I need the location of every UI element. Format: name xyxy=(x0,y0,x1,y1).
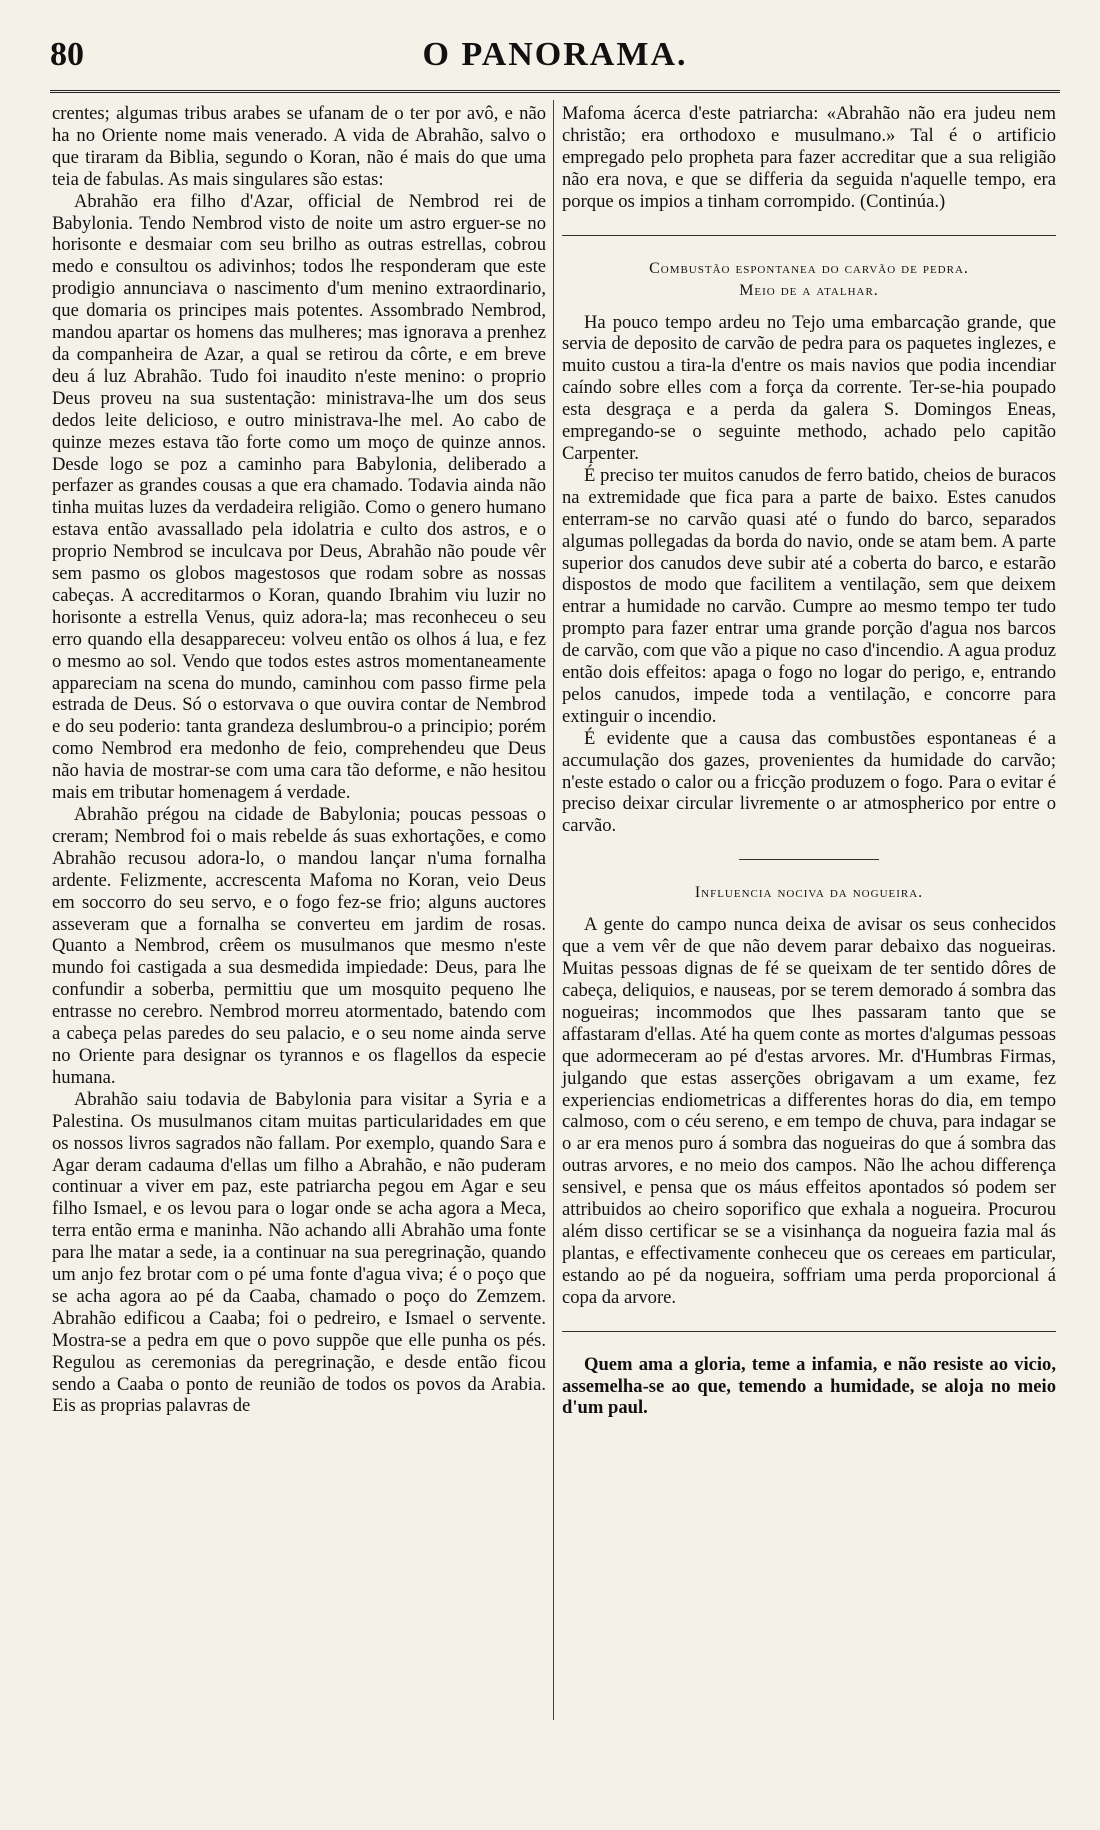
article-paragraph: Abrahão era filho d'Azar, official de Nembrod rei de Babylonia. Tendo Nembrod visto de noite um astro erguer-se no horisonte e desmaiar com seu brilho as outras estrellas, cobrou medo e consultou os adivinhos; todos lhe responderam que este prodigio annunciava o nascimento d'um menino extraordinario, que domaria os principes mais potentes. Assombrado Nembrod, mandou apartar os homens das mulheres; mas ignorava a prenhez da companheira de Azar, a qual se retirou da côrte, e em breve deu á luz Abrahão. Tudo foi inaudito n'este menino: o proprio Deus proveu na sua sustentação: ministrava-lhe um dos seus dedos leite delicioso, e outro ministrava-lhe mel. Ao cabo de quinze mezes estava tão forte como um moço de quinze annos. Desde logo se poz a caminho para Babylonia, deliberado a perfazer as grandes cousas a que era chamado. Todavia ainda não tinha muitas luzes da verdadeira religião. Como o genero humano estava então avassallado pela idolatria e culto dos astros, e o proprio Nembrod se inculcava por Deus, Abrahão não poude vêr sem pasmo os globos magestosos que rodam sobre as nossas cabeças. A accreditarmos o Koran, quando Ibrahim viu luzir no horisonte a estrella Venus, quiz adora-la; mas reconheceu o seu erro quando ella desappareceu: volveu então os olhos á lua, e fez o mesmo ao sol. Vendo que todos estes astros momentaneamente appareciam na scena do mundo, caminhou com passo firme pela estrada de Deus. Só o estorvava o que ouvira contar de Nembrod e do seu poderio: tanta grandeza deslumbrou-o a principio; porém como Nembrod era medonho de feio, comprehendeu que Deus não havia de mostrar-se com uma cara tão deforme, e não hesitou mais em tributar homenagem á verdade. xyxy=(52,190,546,804)
article-paragraph: Mafoma ácerca d'este patriarcha: «Abrahão não era judeu nem christão; era orthodoxo e musulmano.» Tal é o artificio empregado pelo propheta para fazer accreditar que a sua religião não era nova, e que se differia da seguida n'aquelle tempo, era porque os impios a tinham corrompido. (Continúa.) xyxy=(562,103,1056,212)
article-paragraph: A gente do campo nunca deixa de avisar os seus conhecidos que a vem vêr de que não devem parar debaixo das nogueiras. Muitas pessoas dignas de fé se queixam de ter sentido dôres de cabeça, deliquios, e nauseas, por se terem demorado á sombra das nogueiras; incommodos que lhes passaram tanto que se affastaram d'ellas. Até ha quem conte as mortes d'algumas pessoas que adormeceram ao pé d'estas arvores. Mr. d'Humbras Firmas, julgando que estas asserções obrigavam a um exame, fez experiencias endiometricas a differentes horas do dia, em tempo calmoso, com o céu sereno, e em tempo de chuva, para indagar se o ar era menos puro á sombra das nogueiras do que á sombra das outras arvores, e no meio dos campos. Não lhe achou differença sensivel, e pensa que os máus effeitos apontados só podem ser attribuidos ao cheiro soporifico que exhala a nogueira. Procurou além disso certificar se se a visinhança da nogueira fazia mal ás plantas, e effectivamente conheceu que os cereaes em particular, estando ao pé da nogueira, soffriam uma perda proporcional á copa da arvore. xyxy=(562,914,1056,1308)
closing-maxim: Quem ama a gloria, teme a infamia, e não resiste ao vicio, assemelha-se ao que, temendo a humidade, se aloja no meio d'um paul. xyxy=(562,1353,1056,1419)
section-subtitle: Meio de a atalhar. xyxy=(739,281,879,299)
article-paragraph: Abrahão saiu todavia de Babylonia para visitar a Syria e a Palestina. Os musulmanos citam muitas particularidades em que os nossos livros sagrados não fallam. Por exemplo, quando Sara e Agar deram cadauma d'ellas um filho a Abrahão, e não puderam continuar a viver em paz, este patriarcha pegou em Agar e seu filho Ismael, e os levou para o logar onde se acha agora a Meca, terra então erma e maninha. Não achando alli Abrahão uma fonte para lhe matar a sede, ia a continuar na sua peregrinação, quando um anjo fez brotar com o pé uma fonte d'agua viva; é o poço que se acha agora ao pé da Caaba, chamado o poço do Zemzem. Abrahão edificou a Caaba; foi o pedreiro, e Ismael o servente. Mostra-se a pedra em que o povo suppõe que elle punha os pés. Regulou as ceremonias da peregrinação, e desde então ficou sendo a Caaba o ponto de reunião de todos os povos da Arabia. Eis as proprias palavras de xyxy=(52,1088,546,1417)
section-rule xyxy=(562,1331,1056,1332)
section-title: Influencia nociva da nogueira. xyxy=(694,884,924,902)
article-paragraph: Abrahão prégou na cidade de Babylonia; poucas pessoas o creram; Nembrod foi o mais rebelde ás suas exhortações, e como Abrahão recusou adora-lo, o mandou lançar n'uma fornalha ardente. Felizmente, accrescenta Mafoma no Koran, veio Deus em soccorro do seu servo, e o fogo fez-se frio; alguns auctores asseveram que a fornalha se converteu em jardim de rosas. Quanto a Nembrod, crêem os musulmanos que mesmo n'este mundo foi castigada a sua desmedida impiedade: Deus, para lhe confundir a soberba, permittiu que um mosquito pequeno lhe entrasse no cerebro. Nembrod morreu atormentado, batendo com a cabeça pelas paredes do seu palacio, e o seu nome ainda serve no Oriente para designar os tyrannos e os flagellos da especie humana. xyxy=(52,804,546,1088)
section-title: Combustão espontanea do carvão de pedra. xyxy=(649,259,969,277)
left-column xyxy=(52,103,546,1417)
article-paragraph: É preciso ter muitos canudos de ferro batido, cheios de buracos na extremidade que fica para a parte de baixo. Estes canudos enterram-se no carvão quasi até o fundo do barco, separados algumas pollegadas da borda do navio, onde se atam bem. A parte superior dos canudos deve subir até a coberta do barco, e estarão dispostos de modo que facilitem a ventilação, sem que deixem entrar a humidade no carvão. Cumpre ao mesmo tempo ter tudo prompto para fazer entrar uma grande porção d'agua nos barcos de carvão, com que vão a pique no caso d'incendio. A agua produz então dois effeitos: apaga o fogo no logar do perigo, e, entrando pelos canudos, impede toda a ventilação, e concorre para extinguir o incendio. xyxy=(562,464,1056,727)
section-rule xyxy=(562,235,1056,236)
article-paragraph: crentes; algumas tribus arabes se ufanam de o ter por avô, e não ha no Oriente nome mais venerado. A vida de Abrahão, salvo o que tiraram da Biblia, segundo o Koran, não é mais do que uma teia de fabulas. As mais singulares são estas: xyxy=(52,103,546,190)
column-divider xyxy=(553,100,554,1720)
article-paragraph: É evidente que a causa das combustões espontaneas é a accumulação dos gazes, provenientes da humidade do carvão; n'este estado o calor ou a fricção produzem o fogo. Para o evitar é preciso deixar circular livremente o ar atmospherico por entre o carvão. xyxy=(562,727,1056,837)
header-rule xyxy=(50,90,1060,93)
right-column xyxy=(562,103,1056,1419)
section-rule xyxy=(739,859,879,860)
page-header xyxy=(50,30,1060,80)
masthead-title: O PANORAMA. xyxy=(422,36,688,73)
article-paragraph: Ha pouco tempo ardeu no Tejo uma embarcação grande, que servia de deposito de carvão de pedra para os paquetes inglezes, e muito custou a tira-la d'entre os mais navios que podia incendiar caíndo sobre elles com a força da corrente. Ter-se-hia poupado esta desgraça e a perda da galera S. Domingos Eneas, empregando-se o seguinte methodo, achado pelo capitão Carpenter. xyxy=(562,311,1056,464)
page-number: 80 xyxy=(50,36,84,73)
